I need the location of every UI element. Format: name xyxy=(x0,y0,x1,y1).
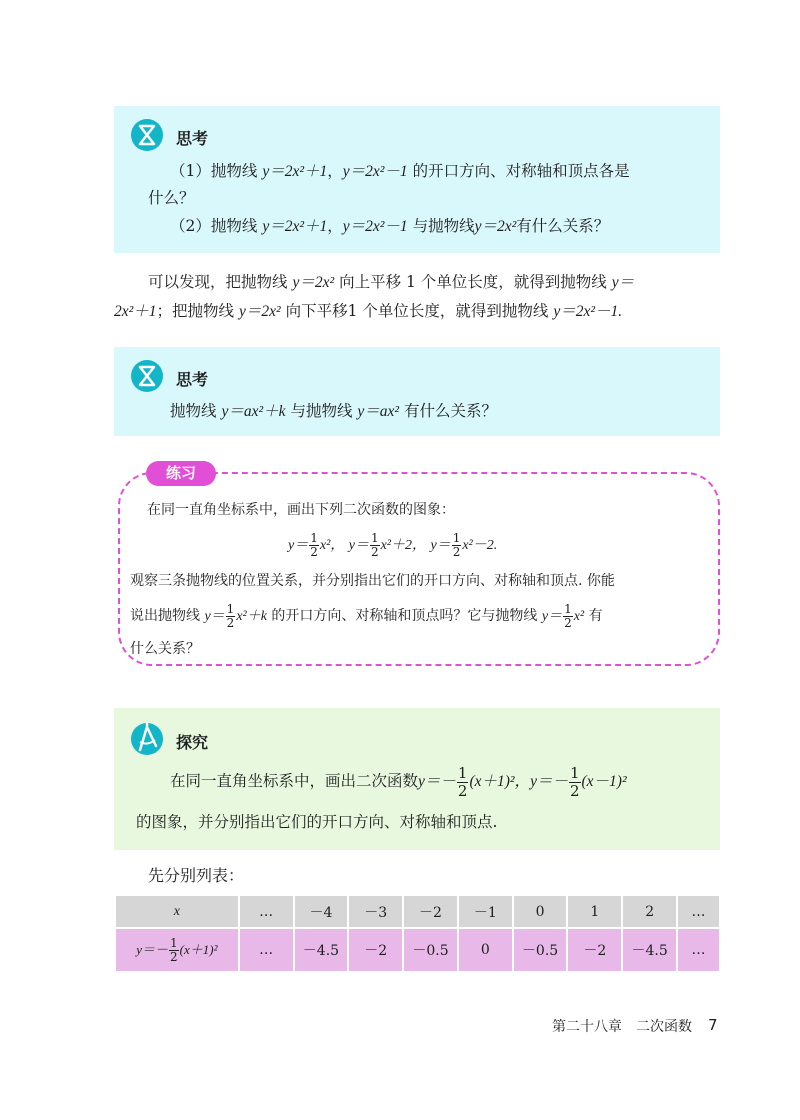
table-header-x: x xyxy=(115,895,239,928)
practice-line-3: 观察三条抛物线的位置关系，并分别指出它们的开口方向、对称轴和顶点. 你能 xyxy=(130,573,615,589)
practice-badge xyxy=(146,461,216,486)
explore-line-1: 在同一直角坐标系中，画出二次函数y＝－ $\frac{1}{2}$ (x＋1)²，y＝－ $\frac{1}{2}$ (x－1)² xyxy=(170,763,627,800)
think1-q1: （1）抛物线 y＝2x²＋1，y＝2x²－1 的开口方向、对称轴和顶点各是 xyxy=(170,162,630,180)
table-cell: －2 xyxy=(567,928,622,972)
table-cell: … xyxy=(677,928,720,972)
footer-chapter: 第二十八章 二次函数 xyxy=(552,1019,692,1035)
practice-line-5: 什么关系？ xyxy=(130,641,200,657)
table-cell: … xyxy=(239,895,294,928)
practice-equations: y＝ $\frac{1}{2}$ x²， y＝ $\frac{1}{2}$ x²＋2， y＝ $\frac{1}{2}$ x²－2. xyxy=(288,530,498,559)
think1-q1-cont: 什么？ xyxy=(148,189,195,207)
table-cell: －4 xyxy=(294,895,349,928)
table-cell: 2 xyxy=(622,895,677,928)
table-cell: 0 xyxy=(513,895,568,928)
think-label: 思考 xyxy=(176,129,209,148)
table-cell: 0 xyxy=(458,928,513,972)
table-cell: －4.5 xyxy=(294,928,349,972)
table-header-y: y＝－ $\frac{1}{2}$ (x＋1)² xyxy=(115,928,239,972)
footer-page-number: 7 xyxy=(708,1016,718,1034)
think1-q2: （2）抛物线 y＝2x²＋1，y＝2x²－1 与抛物线y＝2x²有什么关系？ xyxy=(170,217,610,235)
table-cell: －0.5 xyxy=(403,928,458,972)
think2-question: 抛物线 y＝ax²＋k 与抛物线 y＝ax² 有什么关系？ xyxy=(170,402,498,420)
paragraph-line-1: 可以发现，把抛物线 y＝2x² 向上平移 1 个单位长度，就得到抛物线 y＝ xyxy=(148,273,635,291)
practice-line-1: 在同一直角坐标系中，画出下列二次函数的图象： xyxy=(147,502,455,518)
table-cell: … xyxy=(239,928,294,972)
table-cell: … xyxy=(677,895,720,928)
practice-line-4: 说出抛物线 y＝ $\frac{1}{2}$ x²＋k 的开口方向、对称轴和顶点吗？它与抛物线 y＝ $\frac{1}{2}$ x² 有 xyxy=(130,601,603,630)
table-row-y xyxy=(115,928,720,972)
table-cell: －0.5 xyxy=(513,928,568,972)
table-cell: 1 xyxy=(567,895,622,928)
compass-explore-icon xyxy=(130,722,164,756)
think-box-1 xyxy=(114,106,720,253)
table-cell: －4.5 xyxy=(622,928,677,972)
hourglass-think-icon xyxy=(130,118,164,152)
table-cell: －1 xyxy=(458,895,513,928)
table-intro: 先分别列表： xyxy=(148,866,245,885)
practice-label: 练习 xyxy=(165,464,196,482)
hourglass-think-icon xyxy=(130,359,164,393)
explore-box xyxy=(114,708,720,850)
think-box-2 xyxy=(114,347,720,436)
table-cell: －3 xyxy=(348,895,403,928)
table-cell: －2 xyxy=(403,895,458,928)
explore-label: 探究 xyxy=(176,733,209,752)
table-row-x xyxy=(115,895,720,928)
explore-line-2: 的图象，并分别指出它们的开口方向、对称轴和顶点. xyxy=(136,813,498,831)
paragraph-line-2: 2x²＋1；把抛物线 y＝2x² 向下平移1 个单位长度，就得到抛物线 y＝2x²－1. xyxy=(114,302,623,320)
think-label: 思考 xyxy=(176,370,209,389)
table-cell: －2 xyxy=(348,928,403,972)
value-table xyxy=(114,894,721,973)
